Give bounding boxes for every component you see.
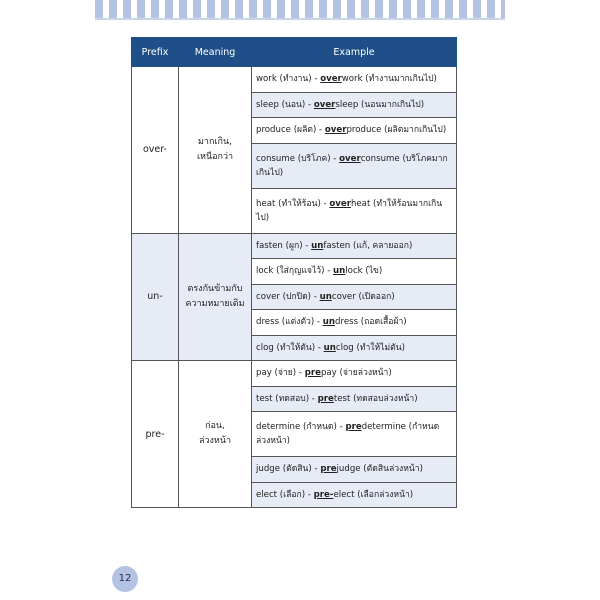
example-prefix: un (322, 317, 336, 328)
example-cell (252, 457, 457, 483)
meaning-line: ก่อน, (205, 421, 225, 431)
example-base: judge (ตัดสิน) - (256, 464, 321, 475)
prefix-table (131, 37, 457, 508)
example-base: pay (จ่าย) - (256, 368, 305, 379)
example-prefix: over (313, 99, 336, 110)
header-prefix: Prefix (132, 38, 179, 67)
example-cell (252, 386, 457, 412)
example-rest: clog (ทำให้ไม่ตัน) (335, 342, 405, 353)
example-rest: test (ทดสอบล่วงหน้า) (333, 393, 418, 404)
meaning-line: มากเกิน, (198, 136, 232, 147)
example-prefix: un (323, 342, 336, 353)
example-prefix: pre (317, 393, 334, 404)
meaning-line: เหนือกว่า (196, 151, 234, 162)
example-base: work (ทำงาน) - (256, 74, 321, 85)
example-rest: determine (กำหนดล่วงหน้า) (256, 422, 440, 446)
example-cell (252, 118, 457, 144)
table-row (132, 233, 457, 259)
example-cell (252, 412, 457, 457)
header-meaning: Meaning (179, 38, 252, 67)
example-prefix: pre (320, 464, 337, 475)
example-cell (252, 335, 457, 361)
example-cell (252, 361, 457, 387)
example-cell (252, 233, 457, 259)
example-rest: lock (ไข) (345, 266, 383, 277)
example-base: elect (เลือก) - (256, 489, 314, 500)
example-prefix: un (311, 240, 324, 251)
meaning-line: ตรงกันข้ามกับ (187, 283, 243, 294)
example-rest: heat (ทำให้ร้อนมากเกินไป) (256, 198, 443, 223)
example-cell (252, 67, 457, 93)
meaning-cell (179, 233, 252, 361)
example-prefix: pre (345, 422, 362, 432)
example-prefix: un (333, 266, 346, 277)
example-prefix: over (320, 74, 342, 85)
example-rest: elect (เลือกล่วงหน้า) (333, 489, 414, 500)
page-number-badge: 12 (112, 566, 138, 592)
example-base: sleep (นอน) - (256, 99, 314, 110)
header-example: Example (252, 38, 457, 67)
example-prefix: over (339, 153, 361, 164)
example-base: consume (บริโภค) - (256, 153, 340, 164)
example-rest: sleep (นอนมากเกินไป) (335, 99, 425, 110)
prefix-cell: pre- (132, 361, 179, 508)
example-rest: fasten (แก้, คลายออก) (323, 240, 413, 251)
example-base: determine (กำหนด) - (256, 422, 346, 432)
table-header-row (132, 38, 457, 67)
example-cell (252, 188, 457, 233)
table-row (132, 361, 457, 387)
example-prefix: un (319, 291, 332, 302)
example-rest: judge (ตัดสินล่วงหน้า) (336, 464, 423, 475)
example-base: dress (แต่งตัว) - (256, 317, 323, 328)
example-cell (252, 92, 457, 118)
example-rest: pay (จ่ายล่วงหน้า) (320, 368, 392, 379)
example-rest: consume (บริโภคมากเกินไป) (256, 153, 448, 178)
example-base: lock (ใส่กุญแจไว้) - (256, 266, 334, 277)
meaning-cell (179, 67, 252, 234)
example-cell (252, 310, 457, 336)
meaning-line: ความหมายเดิม (185, 298, 245, 309)
example-prefix: pre- (313, 489, 334, 500)
example-prefix: over (324, 125, 347, 136)
example-base: heat (ทำให้ร้อน) - (256, 198, 330, 209)
prefix-cell: un- (132, 233, 179, 361)
group-un (132, 233, 457, 361)
example-rest: produce (ผลิตมากเกินไป) (346, 125, 447, 136)
table-row (132, 67, 457, 93)
example-rest: work (ทำงานมากเกินไป) (341, 74, 437, 85)
example-base: clog (ทำให้ตัน) - (256, 342, 324, 353)
example-base: fasten (ผูก) - (256, 240, 312, 251)
meaning-cell (179, 361, 252, 508)
group-over (132, 67, 457, 234)
example-cell (252, 143, 457, 188)
example-base: produce (ผลิต) - (256, 125, 325, 136)
example-base: cover (ปกปิด) - (256, 291, 320, 302)
prefix-cell: over- (132, 67, 179, 234)
decorative-top-stripe-line (95, 18, 505, 20)
example-cell (252, 284, 457, 310)
example-cell (252, 482, 457, 508)
example-rest: cover (เปิดออก) (331, 291, 395, 302)
example-rest: dress (ถอดเสื้อผ้า) (335, 317, 407, 328)
meaning-line: ล่วงหน้า (198, 436, 232, 446)
example-cell (252, 259, 457, 285)
group-pre (132, 361, 457, 508)
example-prefix: pre (304, 368, 321, 379)
example-base: test (ทดสอบ) - (256, 393, 318, 404)
example-prefix: over (329, 198, 351, 209)
decorative-top-stripe (95, 0, 505, 18)
